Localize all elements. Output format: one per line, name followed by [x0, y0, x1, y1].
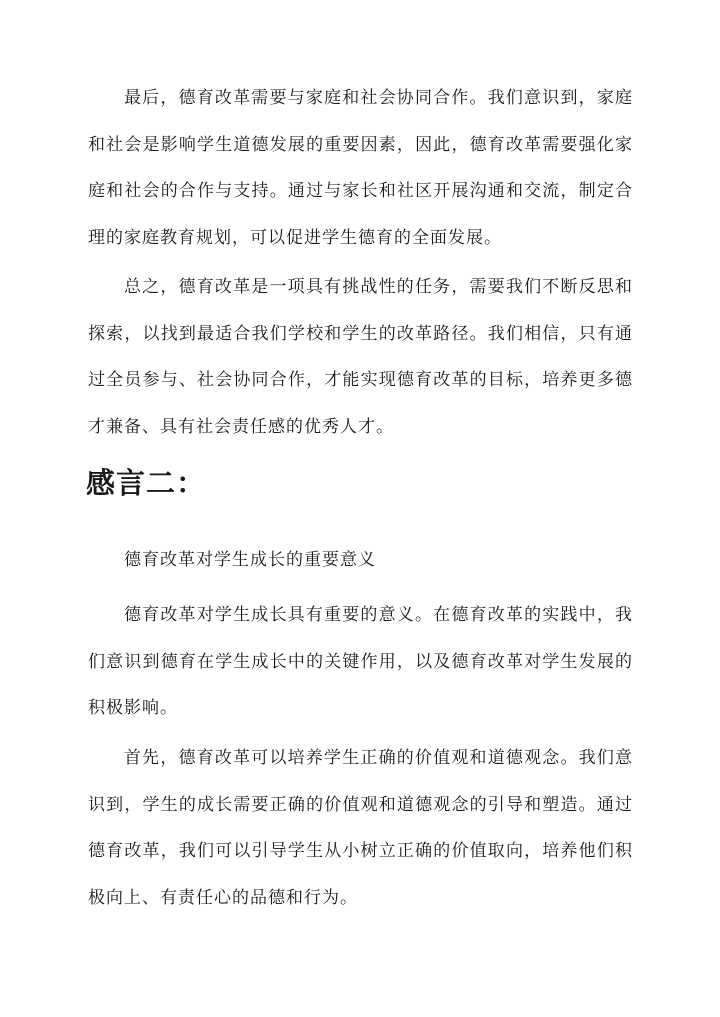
paragraph-significance: 德育改革对学生成长具有重要的意义。在德育改革的实践中，我们意识到德育在学生成长中的关键作用，以及德育改革对学生发展的积极影响。 [88, 605, 633, 718]
section-heading: 感言二： [86, 466, 207, 500]
paragraph-values-cultivation: 首先，德育改革可以培养学生正确的价值观和道德观念。我们意识到，学生的成长需要正确的价值观和道德观念的引导和塑造。通过德育改革，我们可以引导学生从小树立正确的价值取向，培养他们积极向上、有责任心的品德和行为。 [88, 748, 633, 908]
paragraph-family-society-cooperation: 最后，德育改革需要与家庭和社会协同合作。我们意识到，家庭和社会是影响学生道德发展的重要因素，因此，德育改革需要强化家庭和社会的合作与支持。通过与家长和社区开展沟通和交流，制定合理的家庭教育规划，可以促进学生德育的全面发展。 [88, 88, 633, 248]
section-subtitle: 德育改革对学生成长的重要意义 [124, 550, 376, 570]
paragraph-conclusion: 总之，德育改革是一项具有挑战性的任务，需要我们不断反思和探索，以找到最适合我们学校和学生的改革路径。我们相信，只有通过全员参与、社会协同合作，才能实现德育改革的目标，培养更多德才兼备、具有社会责任感的优秀人才。 [88, 277, 633, 437]
